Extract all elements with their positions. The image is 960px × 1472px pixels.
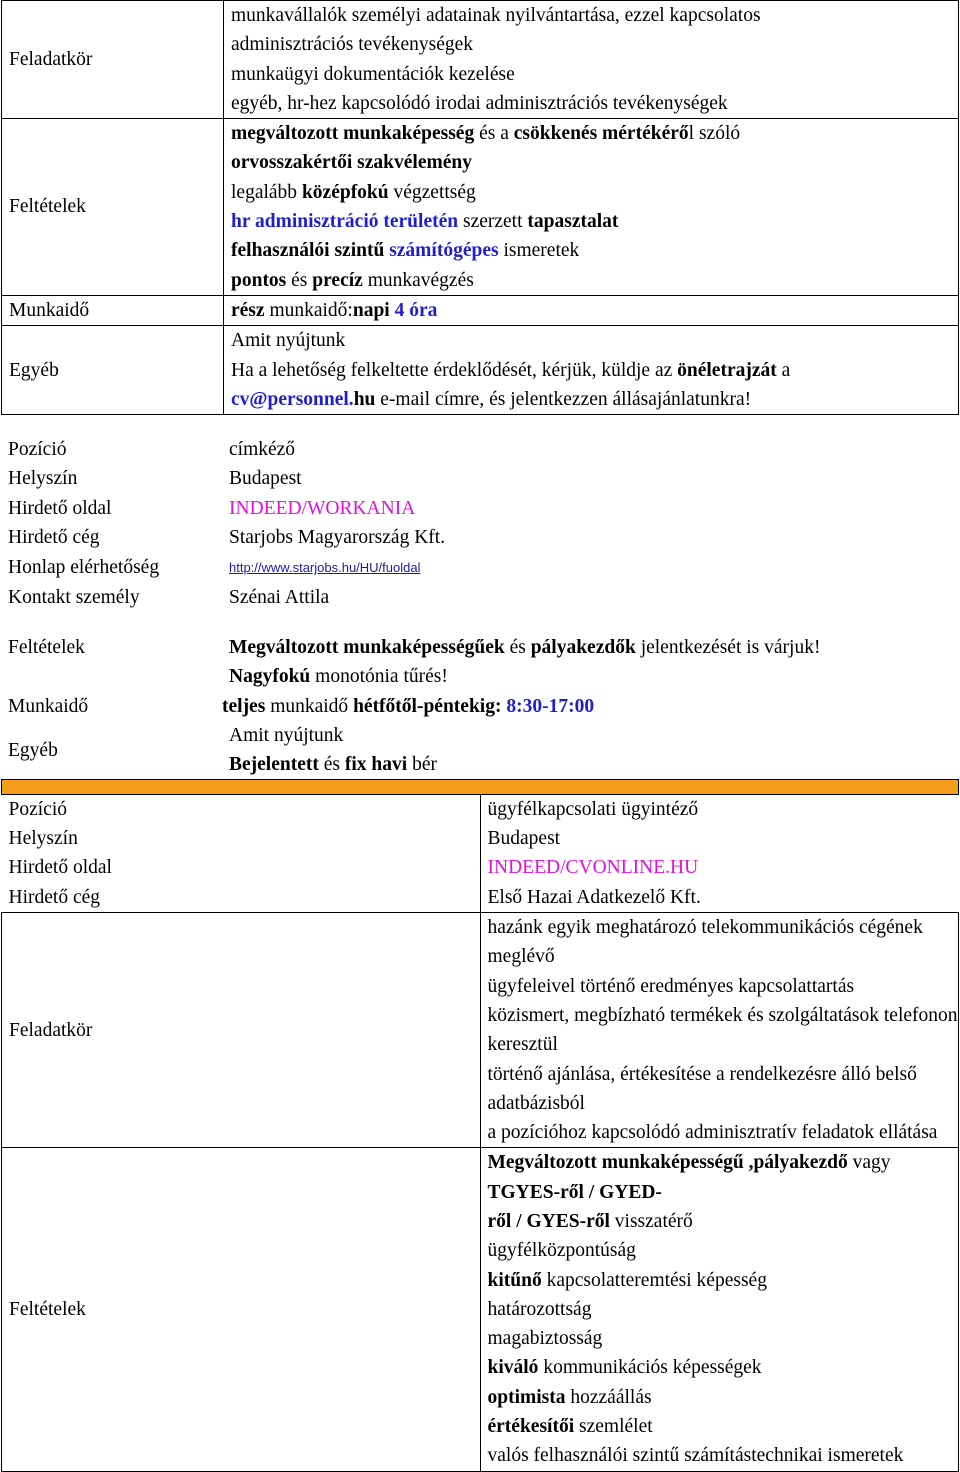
feltetel-line: orvosszakértői szakvélemény — [231, 152, 472, 174]
label-pozicio: Pozíció — [8, 439, 67, 461]
feltetel-line: felhasználói szintű számítógépes ismeretek — [231, 240, 580, 262]
feltetel-line: Megváltozott munkaképességűek és pályakezdők jelentkezését is várjuk! — [229, 636, 821, 658]
feladatkor-line: hazánk egyik meghatározó telekommunikációs cégének meglévő — [487, 917, 923, 968]
orange-separator — [2, 779, 959, 794]
label-egyeb: Egyéb — [2, 326, 224, 415]
feladatkor-line: ügyfeleivel történő eredményes kapcsolattartás — [487, 975, 855, 997]
pozicio-value: ügyfélkapcsolati ügyintéző — [480, 794, 959, 824]
job-table-2b — [1, 633, 959, 780]
feltetel-line: Nagyfokú monotónia tűrés! — [229, 666, 448, 688]
label-helyszin: Helyszín — [8, 828, 78, 850]
feltetel-line: kiváló kommunikációs képességek — [487, 1357, 762, 1379]
label-helyszin: Helyszín — [8, 468, 78, 490]
munkaido-value: teljes munkaidő hétfőtől-péntekig: 8:30-17:00 — [222, 695, 595, 717]
job-table-2 — [1, 435, 959, 612]
feltetel-line: határozottság — [487, 1298, 592, 1320]
feltetel-line: értékesítői szemlélet — [487, 1416, 653, 1438]
egyeb-line: Bejelentett és fix havi bér — [229, 754, 437, 776]
honlap-cell — [222, 552, 959, 582]
munkaido-value: rész munkaidő:napi 4 óra — [224, 295, 959, 325]
feltetel-line: optimista hozzáállás — [487, 1386, 652, 1408]
feltetel-line: magabiztosság — [487, 1328, 603, 1350]
feltetelek-list — [224, 119, 959, 296]
feltetel-line: ügyfélközpontúság — [487, 1240, 636, 1262]
label-honlap: Honlap elérhetőség — [8, 556, 160, 578]
feltetel-line: megváltozott munkaképesség és a csökkenés mértékéről szóló — [231, 123, 741, 145]
label-munkaido: Munkaidő — [8, 695, 89, 717]
label-hirdeto-ceg: Hirdető cég — [8, 527, 100, 549]
pozicio-value: címkéző — [229, 439, 296, 461]
feltetel-line: legalább középfokú végzettség — [231, 181, 476, 203]
feltetel-line: valós felhasználói szintű számítástechnikai ismeretek — [487, 1445, 904, 1467]
label-feltetelek: Feltételek — [2, 119, 224, 296]
feladatkor-line: közismert, megbízható termékek és szolgáltatások telefonon keresztül — [487, 1004, 958, 1056]
egyeb-line: Ha a lehetőség felkeltette érdeklődését, kérjük, küldje az önéletrajzát a — [231, 359, 791, 381]
feladatkor-line: munkavállalók személyi adatainak nyilvántartása, ezzel kapcsolatos — [231, 5, 761, 26]
job-table-1 — [1, 0, 959, 415]
hirdeto-ceg-value: Első Hazai Adatkezelő Kft. — [480, 883, 959, 913]
label-egyeb: Egyéb — [8, 739, 58, 761]
label-feladatkor: Feladatkör — [2, 1, 224, 119]
label-feltetelek: Feltételek — [8, 636, 85, 658]
label-hirdeto-oldal: Hirdető oldal — [8, 857, 112, 879]
label-hirdeto-ceg: Hirdető cég — [8, 886, 101, 908]
feltetelek-list — [480, 1148, 959, 1471]
egyeb-line: cv@personnel.hu e-mail címre, és jelentkezzen állásajánlatunkra! — [231, 388, 752, 410]
feltetel-line: Megváltozott munkaképességű ,pályakezdő vagy TGYES-ről / GYED- — [487, 1152, 891, 1203]
label-pozicio: Pozíció — [8, 798, 67, 820]
feladatkor-line: egyéb, hr-hez kapcsolódó irodai adminisztrációs tevékenységek — [231, 92, 728, 114]
helyszin-value: Budapest — [229, 468, 302, 490]
hirdeto-ceg-value: Starjobs Magyarország Kft. — [229, 527, 446, 549]
feladatkor-line: munkaügyi dokumentációk kezelése — [231, 63, 515, 85]
label-munkaido: Munkaidő — [2, 295, 224, 325]
helyszin-value: Budapest — [480, 824, 959, 853]
feltetel-line: kitűnő kapcsolatteremtési képesség — [487, 1269, 767, 1291]
hirdeto-oldal-value: INDEED/WORKANIA — [229, 497, 416, 519]
feladatkor-list — [224, 1, 959, 119]
label-feladatkor: Feladatkör — [2, 913, 481, 1148]
feltetel-line: ről / GYES-ről visszatérő — [487, 1210, 693, 1232]
feladatkor-line: adminisztrációs tevékenységek — [231, 34, 474, 56]
feltetel-line: pontos és precíz munkavégzés — [231, 269, 474, 291]
egyeb-text — [224, 326, 959, 415]
label-kontakt: Kontakt személy — [8, 586, 140, 608]
job-table-3 — [1, 779, 959, 1472]
hirdeto-oldal-value: INDEED/CVONLINE.HU — [480, 853, 959, 882]
label-hirdeto-oldal: Hirdető oldal — [8, 497, 112, 519]
feladatkor-line: a pozícióhoz kapcsolódó adminisztratív feladatok ellátása — [487, 1122, 938, 1144]
label-feltetelek: Feltételek — [2, 1148, 481, 1471]
egyeb-line: Amit nyújtunk — [231, 330, 346, 352]
kontakt-value: Szénai Attila — [229, 586, 330, 608]
feltetel-line: hr adminisztráció területén szerzett tapasztalat — [231, 211, 619, 233]
honlap-link[interactable]: http://www.starjobs.hu/HU/fuoldal — [229, 560, 421, 576]
feladatkor-list — [480, 913, 959, 1148]
egyeb-line: Amit nyújtunk — [229, 725, 344, 747]
email-link[interactable]: cv@personnel. — [231, 388, 354, 410]
egyeb-text — [222, 721, 959, 780]
feladatkor-line: történő ajánlása, értékesítése a rendelkezésre álló belső adatbázisból — [487, 1063, 917, 1114]
feltetelek-list — [222, 633, 959, 692]
